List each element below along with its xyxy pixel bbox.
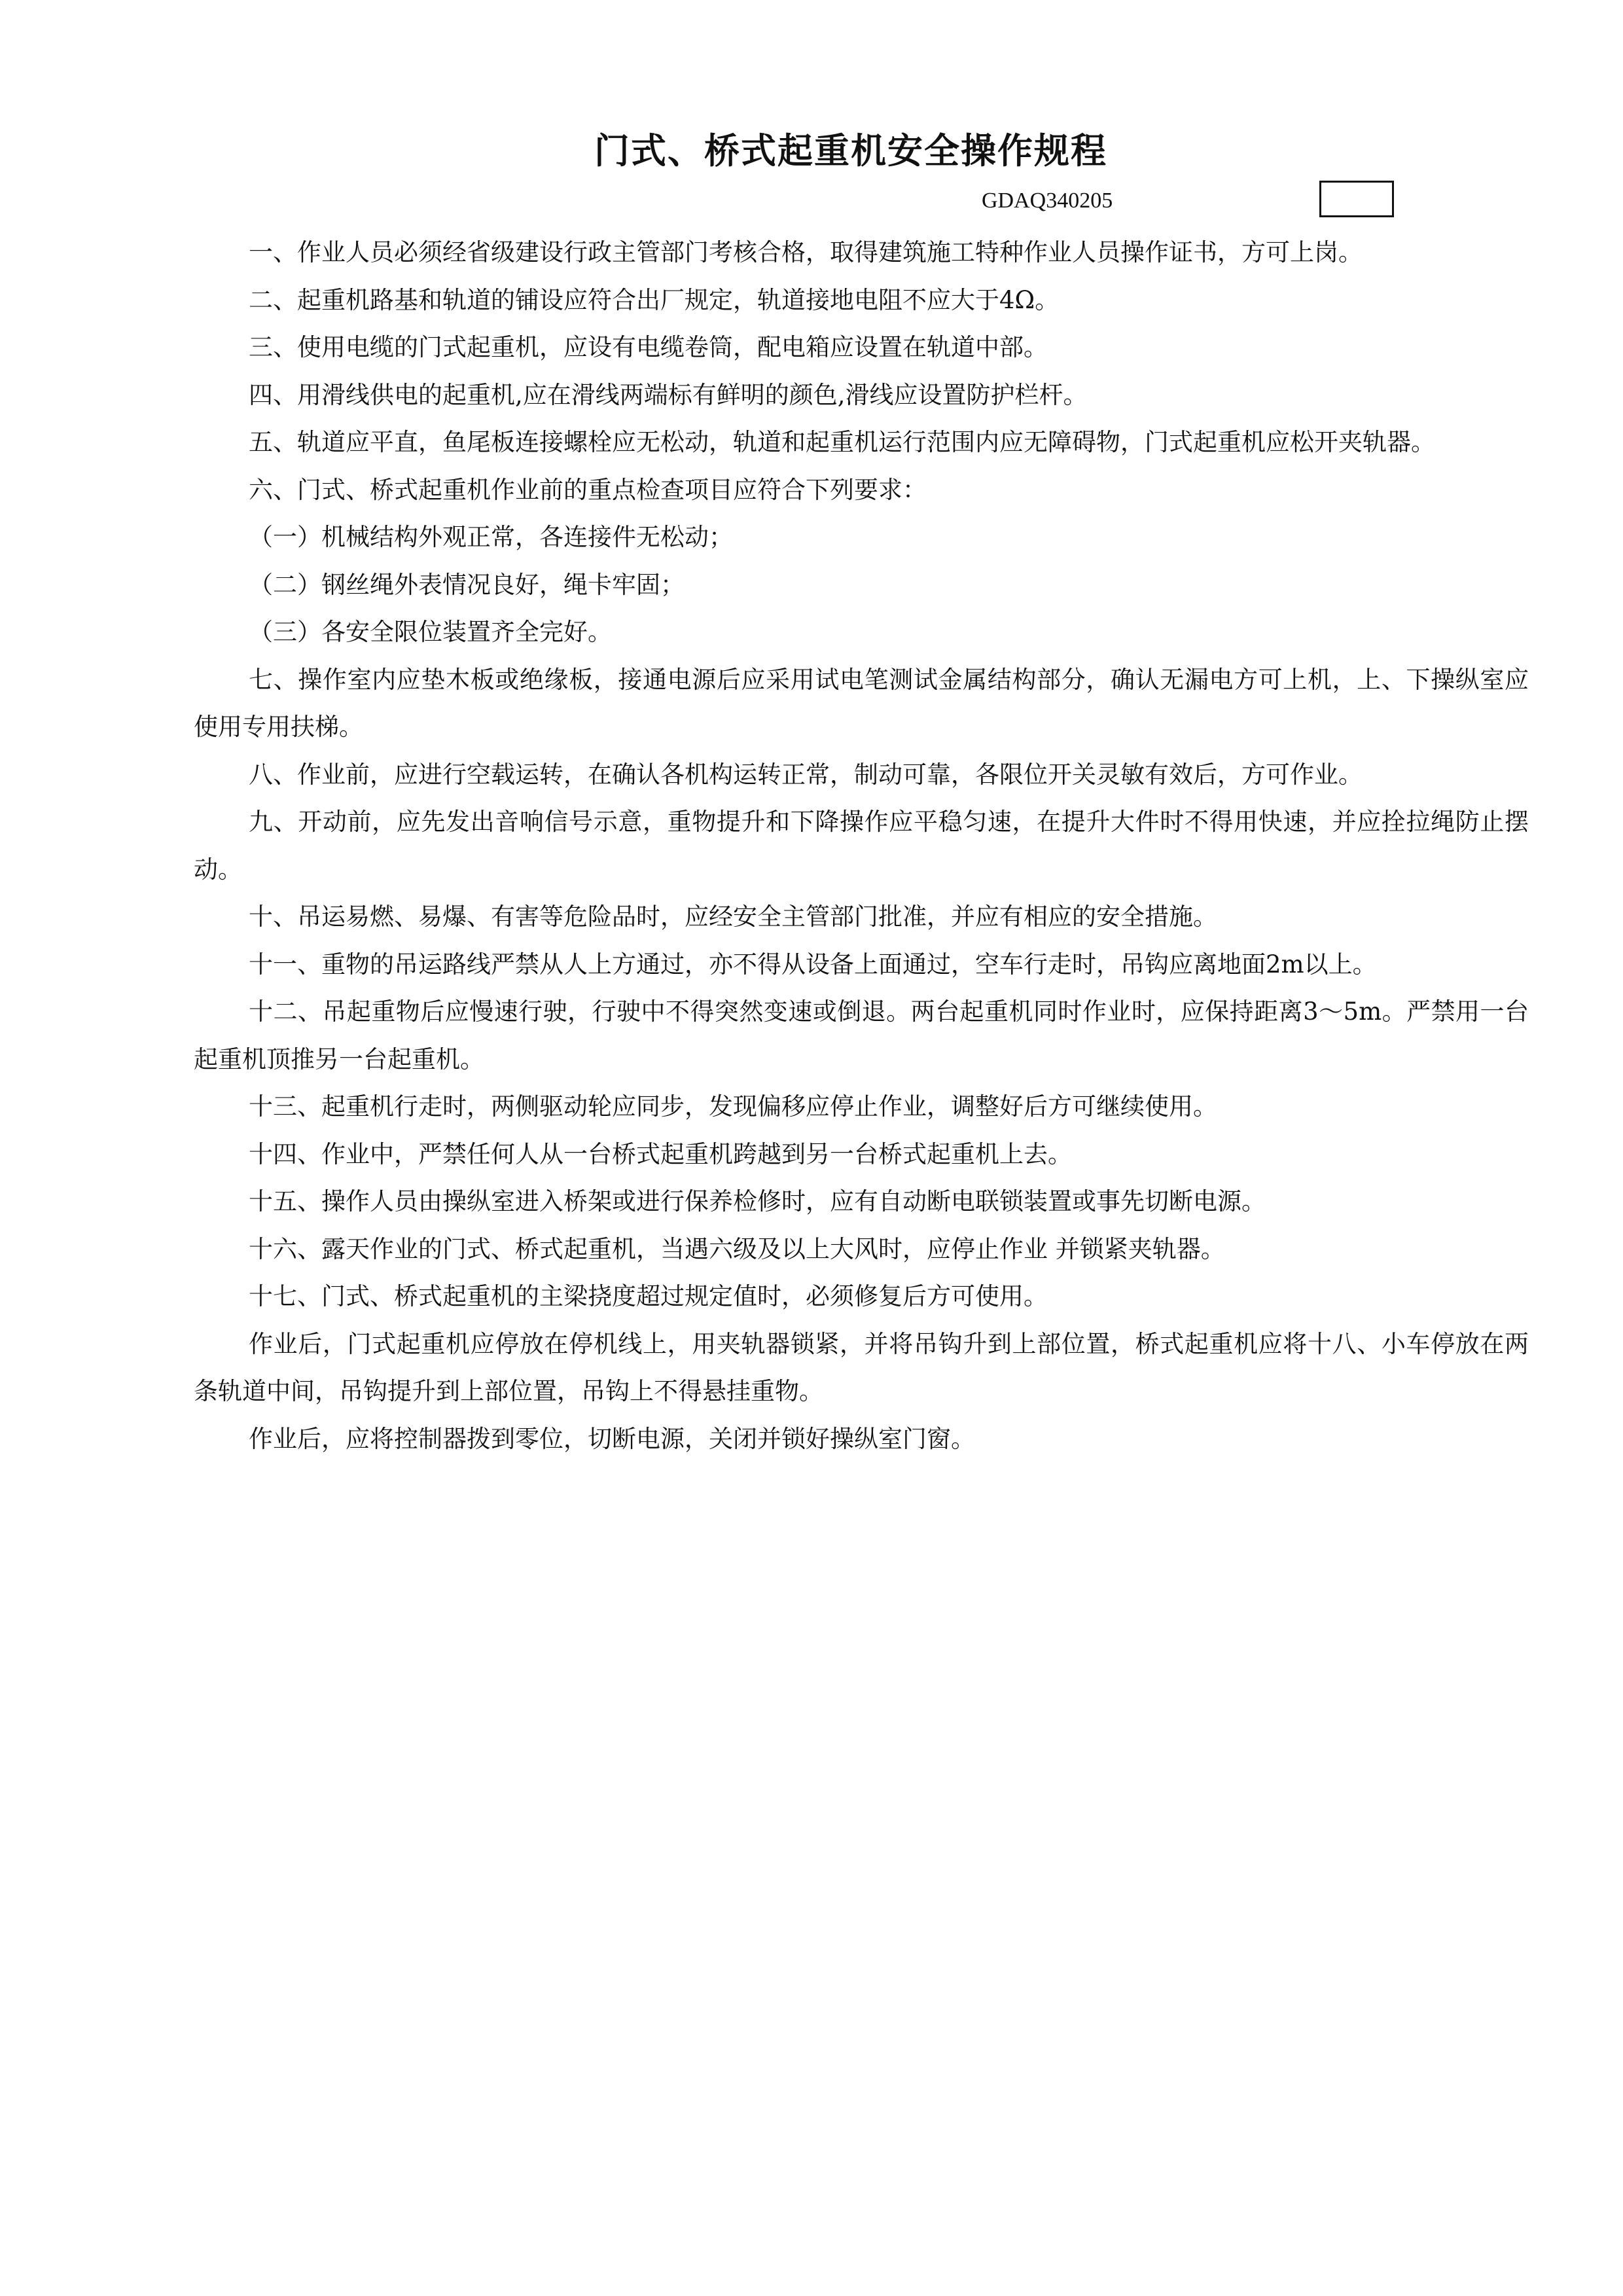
document-code: GDAQ340205 [982,188,1113,213]
paragraph: 十三、起重机行走时，两侧驱动轮应同步，发现偏移应停止作业，调整好后方可继续使用。 [249,1092,1217,1121]
paragraph: 十四、作业中，严禁任何人从一台桥式起重机跨越到另一台桥式起重机上去。 [249,1139,1072,1168]
paragraph: 六、门式、桥式起重机作业前的重点检查项目应符合下列要求： [249,475,927,504]
sub-item: （三）各安全限位装置齐全完好。 [249,618,612,646]
paragraph: 九、开动前，应先发出音响信号示意，重物提升和下降操作应平稳匀速，在提升大件时不得用快速，并应拴拉绳防止摆动。 [194,808,1529,884]
document-title: 门式、桥式起重机安全操作规程 [594,130,1107,171]
sub-item: （一）机械结构外观正常，各连接件无松动； [249,523,733,551]
paragraph: 十七、门式、桥式起重机的主梁挠度超过规定值时，必须修复后方可使用。 [249,1282,1048,1310]
paragraph: 十、吊运易燃、易爆、有害等危险品时，应经安全主管部门批准，并应有相应的安全措施。 [249,903,1217,931]
paragraph: 一、作业人员必须经省级建设行政主管部门考核合格，取得建筑施工特种作业人员操作证书，方可上岗。 [249,238,1363,266]
paragraph: 十五、操作人员由操纵室进入桥架或进行保养检修时，应有自动断电联锁装置或事先切断电源。 [249,1187,1266,1215]
paragraph: 三、使用电缆的门式起重机，应设有电缆卷筒，配电箱应设置在轨道中部。 [249,333,1048,361]
code-box [1319,181,1394,217]
paragraph: 作业后，门式起重机应停放在停机线上，用夹轨器锁紧，并将吊钩升到上部位置，桥式起重机应将十八、小车停放在两条轨道中间，吊钩提升到上部位置，吊钩上不得悬挂重物。 [194,1329,1529,1405]
paragraph: 十一、重物的吊运路线严禁从人上方通过，亦不得从设备上面通过，空车行走时，吊钩应离地面2m以上。 [249,950,1377,978]
sub-item: （二）钢丝绳外表情况良好，绳卡牢固； [249,570,685,599]
document-body [194,229,1529,1463]
paragraph: 八、作业前，应进行空载运转，在确认各机构运转正常，制动可靠，各限位开关灵敏有效后，方可作业。 [249,760,1363,789]
paragraph: 二、起重机路基和轨道的铺设应符合出厂规定，轨道接地电阻不应大于4Ω。 [249,285,1060,314]
paragraph: 七、操作室内应垫木板或绝缘板，接通电源后应采用试电笔测试金属结构部分，确认无漏电方可上机，上、下操纵室应使用专用扶梯。 [194,665,1529,741]
paragraph: 四、用滑线供电的起重机,应在滑线两端标有鲜明的颜色,滑线应设置防护栏杆。 [249,380,1088,409]
paragraph: 作业后，应将控制器拨到零位，切断电源，关闭并锁好操纵室门窗。 [249,1424,975,1453]
paragraph: 十二、吊起重物后应慢速行驶，行驶中不得突然变速或倒退。两台起重机同时作业时，应保持距离3～5m。严禁用一台起重机顶推另一台起重机。 [194,997,1529,1073]
paragraph: 十六、露天作业的门式、桥式起重机，当遇六级及以上大风时，应停止作业 并锁紧夹轨器。 [249,1234,1225,1263]
paragraph: 五、轨道应平直，鱼尾板连接螺栓应无松动，轨道和起重机运行范围内应无障碍物，门式起重机应松开夹轨器。 [249,428,1435,456]
